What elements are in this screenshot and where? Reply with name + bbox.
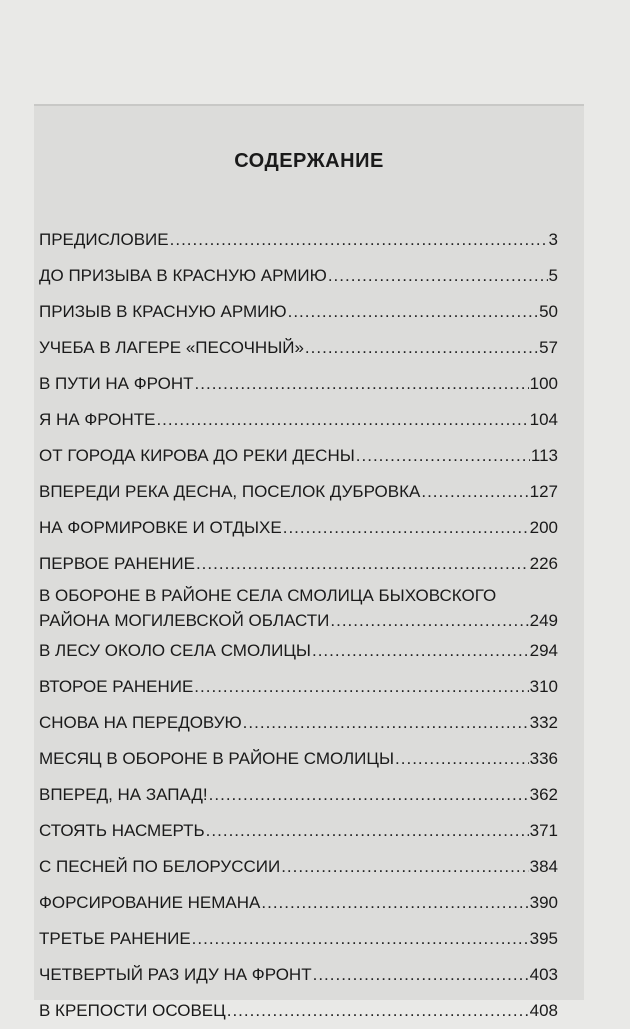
toc-entry-title: В КРЕПОСТИ ОСОВЕЦ [39, 1001, 226, 1020]
toc-entry-page: 249 [529, 611, 558, 630]
toc-entry [39, 741, 558, 777]
toc-entry [39, 438, 558, 474]
toc-entry-title: ПРИЗЫВ В КРАСНУЮ АРМИЮ [39, 302, 287, 321]
toc-leader-dots [395, 741, 529, 777]
book-page [34, 104, 584, 1020]
toc-entry-page: 384 [529, 857, 558, 876]
toc-entry [39, 222, 558, 258]
toc-entry [39, 813, 558, 849]
toc-leader-dots [196, 546, 529, 582]
toc-leader-dots [261, 885, 528, 921]
toc-leader-dots [170, 222, 548, 258]
toc-entry [39, 294, 558, 330]
toc-entry-title: В ПУТИ НА ФРОНТ [39, 374, 194, 393]
toc-entry-title: НА ФОРМИРОВКЕ И ОТДЫХЕ [39, 518, 282, 537]
toc-leader-dots [356, 438, 530, 474]
toc-entry-title: ПЕРВОЕ РАНЕНИЕ [39, 554, 195, 573]
toc-leader-dots [421, 474, 528, 510]
toc-entry-title: ДО ПРИЗЫВА В КРАСНУЮ АРМИЮ [39, 266, 327, 285]
toc-entry [39, 330, 558, 366]
toc-entry-title: Я НА ФРОНТЕ [39, 410, 156, 429]
toc-leader-dots [192, 921, 529, 957]
toc-entry-title: ТРЕТЬЕ РАНЕНИЕ [39, 929, 191, 948]
toc-entry-page: 3 [548, 230, 558, 249]
toc-leader-dots [313, 957, 529, 993]
toc-entry-page: 371 [529, 821, 558, 840]
toc-entry-page: 332 [529, 713, 558, 732]
toc-entry [39, 705, 558, 741]
toc-entry-title: В ЛЕСУ ОКОЛО СЕЛА СМОЛИЦЫ [39, 641, 311, 660]
toc-entry-title: ФОРСИРОВАНИЕ НЕМАНА [39, 893, 261, 912]
toc-entry-page: 395 [529, 929, 558, 948]
table-of-contents [39, 222, 558, 1029]
toc-entry [39, 957, 558, 993]
toc-entry-page: 104 [529, 410, 558, 429]
toc-entry-page: 57 [539, 338, 558, 357]
toc-entry-page: 403 [529, 965, 558, 984]
toc-leader-dots [288, 294, 538, 330]
toc-entry-page: 226 [529, 554, 558, 573]
toc-leader-dots [328, 258, 548, 294]
toc-entry-page: 408 [529, 1001, 558, 1020]
toc-entry-page: 310 [529, 677, 558, 696]
toc-entry [39, 402, 558, 438]
page-title: СОДЕРЖАНИЕ [234, 150, 384, 172]
toc-leader-dots [312, 633, 529, 669]
toc-entry-title: СТОЯТЬ НАСМЕРТЬ [39, 821, 205, 840]
toc-entry-title: ОТ ГОРОДА КИРОВА ДО РЕКИ ДЕСНЫ [39, 446, 355, 465]
toc-entry-title: СНОВА НА ПЕРЕДОВУЮ [39, 713, 242, 732]
toc-leader-dots [206, 813, 529, 849]
toc-entry-title: МЕСЯЦ В ОБОРОНЕ В РАЙОНЕ СМОЛИЦЫ [39, 749, 395, 768]
toc-entry [39, 993, 558, 1029]
toc-entry [39, 777, 558, 813]
toc-entry-title: ЧЕТВЕРТЫЙ РАЗ ИДУ НА ФРОНТ [39, 965, 312, 984]
toc-entry [39, 849, 558, 885]
toc-entry-title: ВПЕРЕД, НА ЗАПАД! [39, 785, 208, 804]
toc-entry [39, 885, 558, 921]
toc-entry-page: 113 [530, 446, 558, 465]
toc-leader-dots [227, 993, 529, 1029]
toc-entry [39, 474, 558, 510]
toc-entry-page: 200 [529, 518, 558, 537]
toc-entry-multiline [39, 582, 558, 633]
toc-entry-page: 362 [529, 785, 558, 804]
toc-entry-page: 50 [539, 302, 558, 321]
toc-leader-dots [156, 402, 528, 438]
toc-entry [39, 366, 558, 402]
toc-entry [39, 510, 558, 546]
toc-entry-title: УЧЕБА В ЛАГЕРЕ «ПЕСОЧНЫЙ» [39, 338, 304, 357]
toc-entry [39, 669, 558, 705]
toc-leader-dots [281, 849, 528, 885]
toc-entry-title: ПРЕДИСЛОВИЕ [39, 230, 169, 249]
toc-leader-dots [305, 330, 538, 366]
toc-leader-dots [330, 608, 528, 633]
toc-entry-title: С ПЕСНЕЙ ПО БЕЛОРУССИИ [39, 857, 281, 876]
toc-entry [39, 633, 558, 669]
toc-entry [39, 546, 558, 582]
toc-leader-dots [194, 669, 528, 705]
toc-entry-page: 100 [529, 374, 558, 393]
toc-entry-page: 336 [529, 749, 558, 768]
toc-entry-page: 5 [548, 266, 558, 285]
toc-entry-page: 294 [529, 641, 558, 660]
toc-entry [39, 921, 558, 957]
toc-entry-page: 390 [529, 893, 558, 912]
toc-entry-title: ВТОРОЕ РАНЕНИЕ [39, 677, 194, 696]
toc-leader-dots [209, 777, 529, 813]
toc-entry-title-line1: В ОБОРОНЕ В РАЙОНЕ СЕЛА СМОЛИЦА БЫХОВСКОГО [39, 586, 497, 605]
toc-leader-dots [195, 366, 529, 402]
toc-entry-page: 127 [529, 482, 558, 501]
toc-entry [39, 258, 558, 294]
toc-leader-dots [243, 705, 529, 741]
toc-leader-dots [283, 510, 529, 546]
toc-entry-title-line2: РАЙОНА МОГИЛЕВСКОЙ ОБЛАСТИ [39, 611, 330, 630]
toc-entry-title: ВПЕРЕДИ РЕКА ДЕСНА, ПОСЕЛОК ДУБРОВКА [39, 482, 421, 501]
